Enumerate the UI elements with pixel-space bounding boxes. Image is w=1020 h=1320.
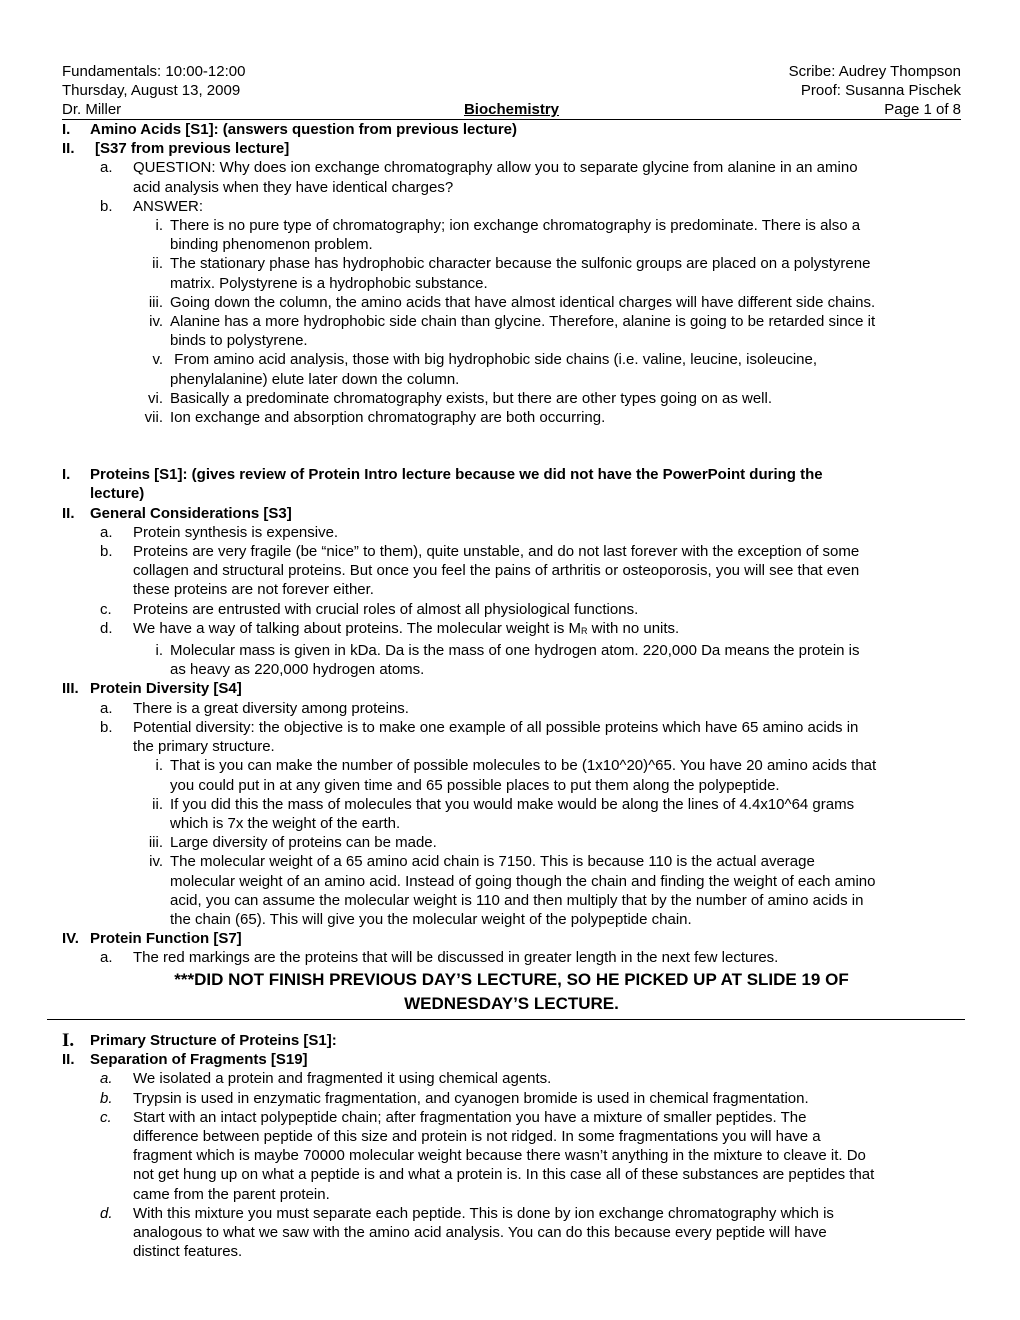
outline-item: b. Proteins are very fragile (be “nice” to them), quite unstable, and do not last forever with the exception of some [100, 543, 860, 561]
outline-subitem-cont: phenylalanine) elute later down the column. [170, 370, 460, 388]
outline-item: b. Trypsin is used in enzymatic fragmentation, and cyanogen bromide is used in chemical fragmentation. [100, 1089, 809, 1107]
outline-subitem: iii. Large diversity of proteins can be made. [148, 834, 437, 852]
outline-item: d. We have a way of talking about proteins. The molecular weight is $M_R$ with no units. [100, 619, 680, 637]
lecture-note-banner [62, 968, 961, 1016]
outline-subitem: ii. If you did this the mass of molecules that you would make would be along the lines of 4.4x10^64 grams [152, 795, 855, 813]
mr-subscript: R [581, 625, 588, 636]
outline-subitem: v. From amino acid analysis, those with big hydrophobic side chains (i.e. valine, leucine, isoleucine, [152, 351, 817, 369]
outline-heading: III. Protein Diversity [S4] [62, 680, 242, 698]
outline-item: a. We isolated a protein and fragmented it using chemical agents. [100, 1070, 552, 1088]
outline-item: b. Potential diversity: the objective is to make one example of all possible proteins which have 65 amino acids in [100, 718, 859, 736]
outline-subitem: vii. Ion exchange and absorption chromatography are both occurring. [144, 409, 606, 427]
outline-item: a. Protein synthesis is expensive. [100, 523, 339, 541]
banner-line: WEDNESDAY’S LECTURE. [404, 993, 619, 1013]
header-row-3 [62, 100, 961, 120]
outline-subitem: iv. The molecular weight of a 65 amino acid chain is 7150. This is because 110 is the actual average [149, 853, 815, 871]
outline-heading: II. General Considerations [S3] [62, 504, 292, 522]
outline-subitem-cont: the chain (65). This will give you the molecular weight of the polypeptide chain. [170, 910, 692, 928]
outline-subitem-cont: molecular weight of an amino acid. Instead of going though the chain and finding the weight of each amino [170, 872, 876, 890]
document-page [62, 62, 961, 1016]
section-primary-structure [62, 1031, 961, 1261]
outline-heading: II. Separation of Fragments [S19] [62, 1051, 308, 1069]
scribe-name: Scribe: Audrey Thompson [788, 63, 961, 80]
outline-subitem-cont: binding phenomenon problem. [170, 236, 373, 254]
outline-item: d. With this mixture you must separate each peptide. This is done by ion exchange chromatography which is [100, 1204, 834, 1222]
outline-item: c. Proteins are entrusted with crucial roles of almost all physiological functions. [100, 600, 639, 618]
outline-subitem: iii. Going down the column, the amino acids that have almost identical charges will have different side chains. [148, 293, 876, 311]
lecture-date: Thursday, August 13, 2009 [62, 82, 241, 99]
banner-line: ***DID NOT FINISH PREVIOUS DAY’S LECTURE, SO HE PICKED UP AT SLIDE 19 OF [174, 969, 849, 989]
outline-subitem: i. That is you can make the number of possible molecules to be (1x10^20)^65. You have 20 amino acids that [155, 757, 877, 775]
outline-item-cont: difference between peptide of this size and protein is not ridged. In some fragmentations you will have a [133, 1128, 821, 1146]
outline-item-cont: acid analysis when they have identical charges? [133, 178, 454, 196]
outline-heading: I. Proteins [S1]: (gives review of Protein Intro lecture because we did not have the PowerPoint during the [62, 466, 823, 484]
outline-item: b. ANSWER: [100, 197, 204, 215]
outline-subitem-cont: as heavy as 220,000 hydrogen atoms. [170, 661, 425, 679]
outline-item: c. Start with an intact polypeptide chain; after fragmentation you have a mixture of smaller peptides. The [100, 1108, 807, 1126]
outline-item: a. The red markings are the proteins that will be discussed in greater length in the next few lectures. [100, 949, 779, 967]
instructor-name: Dr. Miller [62, 101, 122, 118]
outline-subitem: i. Molecular mass is given in kDa. Da is the mass of one hydrogen atom. 220,000 Da means the protein is [155, 642, 860, 660]
outline-item: a. QUESTION: Why does ion exchange chromatography allow you to separate glycine from alanine in an amino [100, 159, 858, 177]
outline-subitem: iv. Alanine has a more hydrophobic side chain than glycine. Therefore, alanine is going to be retarded since it [149, 313, 876, 331]
outline-subitem: vi. Basically a predominate chromatography exists, but there are other types going on as well. [148, 389, 772, 407]
outline-heading: II. [S37 from previous lecture] [62, 140, 290, 158]
outline-subitem-cont: which is 7x the weight of the earth. [170, 814, 401, 832]
header-row-2 [62, 81, 961, 100]
outline-heading: IV. Protein Function [S7] [62, 930, 242, 948]
course-time: Fundamentals: 10:00-12:00 [62, 63, 246, 80]
outline-subitem-cont: binds to polystyrene. [170, 332, 308, 350]
proof-name: Proof: Susanna Pischek [800, 82, 961, 99]
outline-item-cont: came from the parent protein. [133, 1185, 330, 1203]
outline-heading: I. Primary Structure of Proteins [S1]: [62, 1030, 337, 1051]
outline-subitem-cont: matrix. Polystyrene is a hydrophobic substance. [170, 274, 488, 292]
page-number: Page 1 of 8 [884, 101, 961, 118]
outline-item: a. There is a great diversity among proteins. [100, 699, 409, 717]
outline-item-cont: these proteins are not forever either. [133, 581, 374, 599]
section-divider [47, 1019, 965, 1020]
subject-title: Biochemistry [463, 101, 560, 118]
outline-subitem: i. There is no pure type of chromatography; ion exchange chromatography is predominate. There is also a [155, 217, 861, 235]
outline-item-cont: not get hung up on what a peptide is and what a protein is. In this case all of these substances are peptides that [133, 1166, 875, 1184]
outline-subitem-cont: acid, you can assume the molecular weight is 110 and then multiply that by the number of amino acids in [170, 891, 864, 909]
outline-heading: I. Amino Acids [S1]: (answers question from previous lecture) [62, 121, 518, 138]
spacer [62, 427, 961, 465]
outline-item-cont: fragment which is maybe 70000 molecular weight because there wasn’t anything in the mixture to cleave it. Do [133, 1147, 866, 1165]
outline-heading-cont: lecture) [90, 485, 145, 503]
outline-subitem-cont: you could put in at any given time and 65 possible places to put them along the polypeptide. [170, 776, 780, 794]
outline-item-cont: distinct features. [133, 1243, 243, 1261]
outline-item-cont: the primary structure. [133, 738, 275, 756]
outline-item-cont: collagen and structural proteins. But once you feel the pains of arthritis or osteoporosis, you will see that even [133, 562, 860, 580]
outline-item-cont: analogous to what we saw with the amino acid analysis. You can do this because every peptide will have [133, 1224, 827, 1242]
outline-subitem: ii. The stationary phase has hydrophobic character because the sulfonic groups are placed on a polystyrene [152, 255, 871, 273]
header-row-1 [62, 62, 961, 81]
